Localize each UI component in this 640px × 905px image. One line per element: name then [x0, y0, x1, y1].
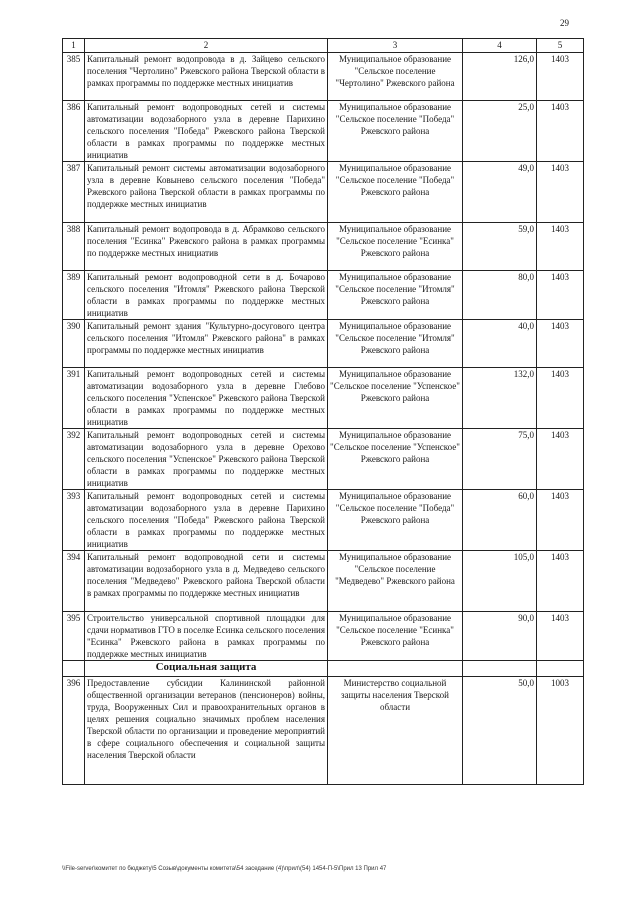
row-code: 1403 [537, 320, 584, 368]
row-code: 1403 [537, 368, 584, 429]
row-description: Капитальный ремонт водопроводных сетей и системы автоматизации водозаборного узла в деревне Глебово сельского поселения "Успенское" Ржевского района Тверской области в рамках программы по поддержке местных инициатив [85, 368, 328, 429]
row-amount: 25,0 [463, 101, 537, 162]
row-description: Капитальный ремонт водопроводных сетей и системы автоматизации водозаборного узла в деревне Орехово сельского поселения "Успенское" Ржевского района Тверской области в рамках программы по поддержке местных инициатив [85, 429, 328, 490]
row-amount: 105,0 [463, 551, 537, 612]
row-number: 387 [63, 162, 85, 223]
row-code: 1003 [537, 677, 584, 785]
table-row [63, 101, 584, 162]
row-organization: Муниципальное образование "Сельское поселение "Итомля" Ржевского района [328, 271, 463, 320]
table-row [63, 612, 584, 661]
row-amount: 50,0 [463, 677, 537, 785]
row-description: Капитальный ремонт водопровода в д. Абрамково сельского поселения "Есинка" Ржевского района в рамках программы по поддержке местных инициатив [85, 223, 328, 271]
table-header-row [63, 39, 584, 53]
row-amount: 60,0 [463, 490, 537, 551]
row-amount: 126,0 [463, 53, 537, 101]
table-row [63, 429, 584, 490]
row-amount: 80,0 [463, 271, 537, 320]
row-code: 1403 [537, 271, 584, 320]
column-header-1: 1 [63, 39, 85, 53]
section-empty-cell [463, 661, 537, 677]
table-row [63, 551, 584, 612]
row-organization: Муниципальное образование "Сельское поселение "Успенское" Ржевского района [328, 429, 463, 490]
row-number: 389 [63, 271, 85, 320]
row-description: Предоставление субсидии Калининской районной общественной организации ветеранов (пенсионеров) войны, труда, Вооруженных Сил и правоохранительных органов в целях решения социально значимых проблем населения Тверской области по организации и проведение мероприятий в сфере социального обеспечения и социальной защиты населения Тверской области [85, 677, 328, 785]
section-empty-cell [537, 661, 584, 677]
row-description: Капитальный ремонт водопроводной сети и системы автоматизации водозаборного узла в д. Медведево сельского поселения "Медведево" Ржевского района Тверской области в рамках программы по поддержке местных инициатив [85, 551, 328, 612]
row-description: Капитальный ремонт водопроводных сетей и системы автоматизации водозаборного узла в деревне Парихино сельского поселения "Победа" Ржевского района Тверской области в рамках программы по поддержке местных инициатив [85, 490, 328, 551]
row-organization: Муниципальное образование "Сельское поселение "Успенское" Ржевского района [328, 368, 463, 429]
table-row [63, 223, 584, 271]
row-organization: Муниципальное образование "Сельское поселение "Чертолино" Ржевского района [328, 53, 463, 101]
row-code: 1403 [537, 551, 584, 612]
row-number: 388 [63, 223, 85, 271]
section-empty-cell [63, 661, 85, 677]
table-row [63, 368, 584, 429]
row-amount: 90,0 [463, 612, 537, 661]
row-code: 1403 [537, 490, 584, 551]
column-header-3: 3 [328, 39, 463, 53]
row-number: 391 [63, 368, 85, 429]
row-number: 390 [63, 320, 85, 368]
row-description: Строительство универсальной спортивной площадки для сдачи нормативов ГТО в поселке Есинка сельского поселения "Есинка" Ржевского района в рамках программы по поддержке местных инициатив [85, 612, 328, 661]
row-organization: Муниципальное образование "Сельское поселение "Победа" Ржевского района [328, 490, 463, 551]
row-number: 385 [63, 53, 85, 101]
table-row [63, 53, 584, 101]
row-description: Капитальный ремонт системы автоматизации водозаборного узла в деревне Ковынево сельского поселения "Победа" Ржевского района Тверской области в рамках программы по поддержке местных инициатив [85, 162, 328, 223]
row-description: Капитальный ремонт здания "Культурно-досугового центра сельского поселения "Итомля" Ржевского района" в рамках программы по поддержке местных инициатив [85, 320, 328, 368]
row-amount: 75,0 [463, 429, 537, 490]
row-organization: Муниципальное образование "Сельское поселение "Итомля" Ржевского района [328, 320, 463, 368]
row-number: 386 [63, 101, 85, 162]
row-amount: 40,0 [463, 320, 537, 368]
row-number: 392 [63, 429, 85, 490]
section-row [63, 661, 584, 677]
row-code: 1403 [537, 429, 584, 490]
row-code: 1403 [537, 223, 584, 271]
row-number: 394 [63, 551, 85, 612]
row-amount: 132,0 [463, 368, 537, 429]
row-code: 1403 [537, 162, 584, 223]
row-organization: Муниципальное образование "Сельское поселение "Победа" Ржевского района [328, 101, 463, 162]
row-description: Капитальный ремонт водопроводных сетей и системы автоматизации водозаборного узла в деревне Парихино сельского поселения "Победа" Ржевского района Тверской области в рамках программы по поддержке местных инициатив [85, 101, 328, 162]
row-code: 1403 [537, 612, 584, 661]
row-number: 393 [63, 490, 85, 551]
row-code: 1403 [537, 101, 584, 162]
row-description: Капитальный ремонт водопроводной сети в д. Бочарово сельского поселения "Итомля" Ржевского района Тверской области в рамках программы по поддержке местных инициатив [85, 271, 328, 320]
section-title: Социальная защита [85, 661, 328, 677]
row-code: 1403 [537, 53, 584, 101]
row-organization: Муниципальное образование "Сельское поселение "Медведево" Ржевского района [328, 551, 463, 612]
table-row [63, 320, 584, 368]
table-row [63, 162, 584, 223]
column-header-2: 2 [85, 39, 328, 53]
row-description: Капитальный ремонт водопровода в д. Зайцево сельского поселения "Чертолино" Ржевского района Тверской области в рамках программы по поддержке местных инициатив [85, 53, 328, 101]
row-number: 396 [63, 677, 85, 785]
appropriations-table [62, 38, 584, 785]
row-organization: Муниципальное образование "Сельское поселение "Есинка" Ржевского района [328, 612, 463, 661]
row-amount: 49,0 [463, 162, 537, 223]
table-row [63, 490, 584, 551]
column-header-5: 5 [537, 39, 584, 53]
row-organization: Муниципальное образование "Сельское поселение "Победа" Ржевского района [328, 162, 463, 223]
page-number: 29 [560, 18, 569, 28]
column-header-4: 4 [463, 39, 537, 53]
table-row [63, 271, 584, 320]
row-number: 395 [63, 612, 85, 661]
table-row [63, 677, 584, 785]
row-organization: Министерство социальной защиты населения Тверской области [328, 677, 463, 785]
row-organization: Муниципальное образование "Сельское поселение "Есинка" Ржевского района [328, 223, 463, 271]
row-amount: 59,0 [463, 223, 537, 271]
section-empty-cell [328, 661, 463, 677]
file-path-footer: \\File-server\комитет по бюджету\5 Созыв\документы комитета\54 заседание (4)\прил\(54) 1454-П-5\Прил 13 Прил 47 [62, 866, 387, 872]
